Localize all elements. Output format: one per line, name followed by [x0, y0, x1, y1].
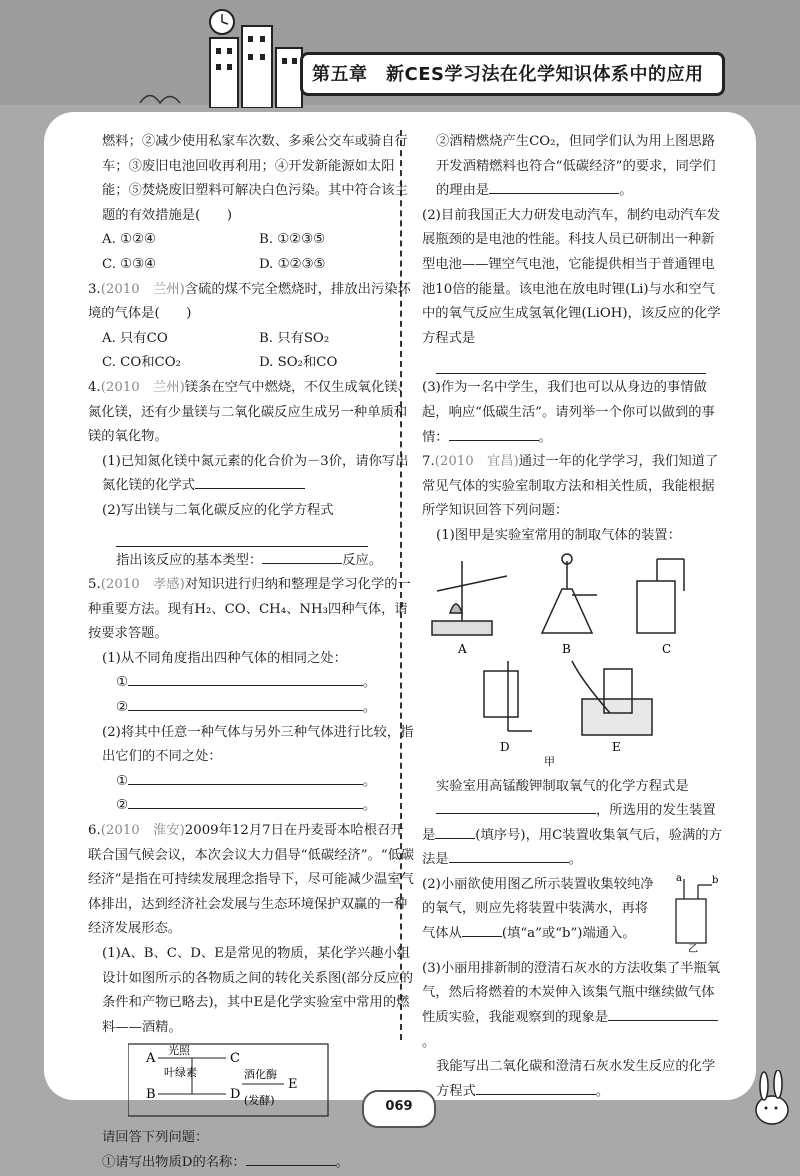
- q7-text: 通过一年的化学学习，我们知道了常见气体的实验室制取方法和相关性质，我能根据所学知识回答下列问题：: [422, 454, 719, 519]
- q7-answer-blank-5[interactable]: [608, 1006, 718, 1021]
- q3-source: (2010 兰州): [100, 281, 185, 297]
- q4-part3: 指出该反应的基本类型： 反应。: [88, 549, 416, 574]
- q2-option-b: B. ①②③⑤: [259, 232, 325, 248]
- apparatus-figure-jia: [422, 551, 712, 771]
- q7-part1: (1)图甲是实验室常用的制取气体的装置：: [436, 527, 681, 543]
- q7-answer-blank-3[interactable]: [449, 848, 569, 863]
- q6-answer-blank-2[interactable]: [489, 179, 619, 194]
- q2-options-row2: [88, 253, 416, 278]
- apparatus-label-e: E: [612, 739, 621, 754]
- figure-yi-label-a: a: [676, 872, 682, 884]
- q2-continuation: 燃料；②减少使用私家车次数、多乘公交车或骑自行车；③废旧电池回收再利用；④开发新能源如太阳能；⑤焚烧废旧塑料可解决白色污染。其中符合该主题的有效措施是( ): [102, 134, 408, 223]
- q2-option-d: D. ①②③⑤: [259, 256, 326, 272]
- q2-option-c: C. ①③④: [102, 256, 156, 272]
- q3-number: 3.: [88, 281, 101, 297]
- q5-answer-blank-4[interactable]: [128, 794, 363, 809]
- diagram-node-b: B: [146, 1087, 156, 1103]
- q6-answer-blank-1[interactable]: [246, 1151, 336, 1166]
- q5-number: 5.: [88, 577, 101, 593]
- apparatus-label-b: B: [562, 641, 571, 656]
- apparatus-label-d: D: [500, 739, 510, 754]
- q7-source: (2010 宜昌): [434, 454, 519, 470]
- q7-part1b: ，所选用的发生装置是 (填序号)，用C装置收集氧气后，验满的方法是 。: [422, 799, 722, 873]
- apparatus-d: [484, 661, 532, 731]
- q5-part1-line2: ② 。: [88, 696, 416, 721]
- apparatus-label-c: C: [662, 641, 672, 656]
- chapter-title: 第五章 新CES学习法在化学知识体系中的应用: [312, 64, 704, 85]
- figure-caption-jia: 甲: [544, 754, 555, 768]
- q4-answer-blank-3[interactable]: [262, 549, 342, 564]
- q6-number: 6.: [88, 823, 101, 839]
- q3-option-d: D. SO₂和CO: [259, 355, 338, 371]
- apparatus-b: [542, 554, 597, 633]
- diagram-cond-enzyme: 酒化酶: [244, 1068, 277, 1082]
- apparatus-e: [572, 661, 652, 735]
- diagram-cond-ferment: (发酵): [244, 1094, 275, 1108]
- q3-options-row1: [88, 327, 416, 352]
- q6-answer-blank-4[interactable]: [449, 426, 539, 441]
- q7-answer-blank-6[interactable]: [476, 1080, 596, 1095]
- apparatus-c: [637, 559, 684, 633]
- q7-answer-blank-1[interactable]: [436, 799, 596, 814]
- diagram-node-a: A: [146, 1051, 156, 1067]
- q4-number: 4.: [88, 379, 101, 395]
- q7-part3b: 我能写出二氧化碳和澄清石灰水发生反应的化学方程式 。: [436, 1059, 716, 1099]
- q2-option-a: A. ①②④: [102, 232, 156, 248]
- q5-part2-line2: ② 。: [88, 794, 416, 819]
- question-4: [88, 376, 416, 450]
- diagram-frame: [128, 1044, 328, 1116]
- figure-yi-label-b: b: [712, 874, 719, 886]
- q7-part1a: 实验室用高锰酸钾制取氧气的化学方程式是: [436, 778, 689, 794]
- q6-answer-blank-3[interactable]: [436, 351, 706, 374]
- q3-option-c: C. CO和CO₂: [102, 355, 181, 371]
- q6-part3: (3)作为一名中学生，我们也可以从身边的事情做起，响应“低碳生活”。请列举一个你可以做到的事情： 。: [422, 380, 715, 445]
- q5-text: 对知识进行归纳和整理是学习化学的一种重要方法。现有H₂、CO、CH₄、NH₃四种气体，请按要求答题。: [88, 577, 411, 642]
- apparatus-label-a: A: [458, 641, 467, 656]
- left-column: [88, 130, 416, 1176]
- diagram-node-c: C: [230, 1051, 240, 1067]
- question-3: [88, 278, 416, 327]
- q5-part1-line1: ① 。: [88, 671, 416, 696]
- q5-answer-blank-2[interactable]: [128, 696, 363, 711]
- question-6: [88, 819, 416, 942]
- q5-part1: (1)从不同角度指出四种气体的相同之处：: [102, 650, 347, 666]
- right-column: [422, 130, 722, 1104]
- diagram-cond-chlorophyll: 叶绿素: [164, 1066, 197, 1080]
- q5-answer-blank-1[interactable]: [128, 671, 363, 686]
- q4-text: 镁条在空气中燃烧，不仅生成氧化镁、氮化镁，还有少量镁与二氧化碳反应生成另一种单质和镁的氧化物。: [88, 379, 411, 445]
- q4-source: (2010 兰州): [100, 379, 185, 395]
- q5-part2: (2)将其中任意一种气体与另外三种气体进行比较，指出它们的不同之处：: [102, 724, 414, 765]
- q6-source: (2010 淮安): [100, 823, 185, 839]
- q5-answer-blank-3[interactable]: [128, 770, 363, 785]
- q6-part1-2: ②酒精燃烧产生CO₂，但同学们认为用上图思路开发酒精燃料也符合“低碳经济”的要求，同学们的理由是 。: [436, 134, 716, 199]
- figure-caption-yi: 乙: [688, 943, 698, 953]
- q7-part2: (2)小丽欲使用图乙所示装置收集较纯净的氧气，则应先将装置中装满水，再将气体从 (填“a”或“b”)端通入。: [422, 876, 654, 942]
- q4-part2: (2)写出镁与二氧化碳反应的化学方程式: [102, 502, 334, 518]
- q7-answer-blank-4[interactable]: [462, 922, 502, 937]
- city-illustration: [130, 8, 320, 108]
- q3-options-row2: [88, 351, 416, 376]
- q6-part1: (1)A、B、C、D、E是常见的物质，某化学兴趣小组设计如图所示的各物质之间的转化关系图(部分反应的条件和产物已略去)，其中E是化学实验室中常用的燃料——酒精。: [102, 946, 414, 1035]
- q7-answer-blank-2[interactable]: [435, 824, 475, 839]
- diagram-node-e: E: [288, 1077, 298, 1093]
- question-7: [422, 450, 722, 524]
- q3-option-a: A. 只有CO: [102, 330, 168, 346]
- q4-answer-blank-1[interactable]: [195, 474, 305, 489]
- q6-text: 2009年12月7日在丹麦哥本哈根召开联合国气候会议，本次会议大力倡导“低碳经济”。“低碳经济”是指在可持续发展理念指导下，尽可能减少温室气体排出，达到经济社会发展与生态环境保护双赢的一种经济发展形态。: [88, 823, 415, 937]
- q7-number: 7.: [422, 454, 435, 470]
- q3-option-b: B. 只有SO₂: [259, 330, 330, 346]
- q6-part2: (2)目前我国正大力研发电动汽车，制约电动汽车发展瓶颈的是电池的性能。科技人员已研制出一种新型电池——锂空气电池，它能提供相当于普通锂电池10倍的能量。该电池在放电时锂(Li)与水和空气中的氧气反应生成氢氧化锂(LiOH)，该反应的化学方程式是: [422, 207, 721, 346]
- q6-ask: 请回答下列问题：: [102, 1130, 209, 1146]
- apparatus-figure-yi: [662, 873, 722, 953]
- conversion-diagram: [128, 1042, 368, 1122]
- question-5: [88, 573, 416, 647]
- diagram-cond-light: 光照: [168, 1044, 190, 1058]
- diagram-node-d: D: [230, 1087, 241, 1103]
- q3-text: 含硫的煤不完全燃烧时，排放出污染环境的气体是( ): [88, 281, 411, 322]
- q4-answer-blank-2[interactable]: [116, 524, 368, 547]
- q7-part3: (3)小丽用排新制的澄清石灰水的方法收集了半瓶氧气，然后将燃着的木炭伸入该集气瓶中继续做气体性质实验，我能观察到的现象是。: [422, 960, 721, 1050]
- q5-source: (2010 孝感): [100, 577, 185, 593]
- q5-part2-line1: ① 。: [88, 770, 416, 795]
- rabbit-decoration-icon: [752, 1070, 792, 1125]
- apparatus-a: [432, 561, 507, 635]
- page-number: 069: [362, 1090, 436, 1128]
- q2-options-row1: [88, 228, 416, 253]
- q4-part1: (1)已知氮化镁中氮元素的化合价为－3价，请你写出氮化镁的化学式: [102, 453, 409, 494]
- q6-part1-1: ①请写出物质D的名称： 。: [88, 1151, 416, 1176]
